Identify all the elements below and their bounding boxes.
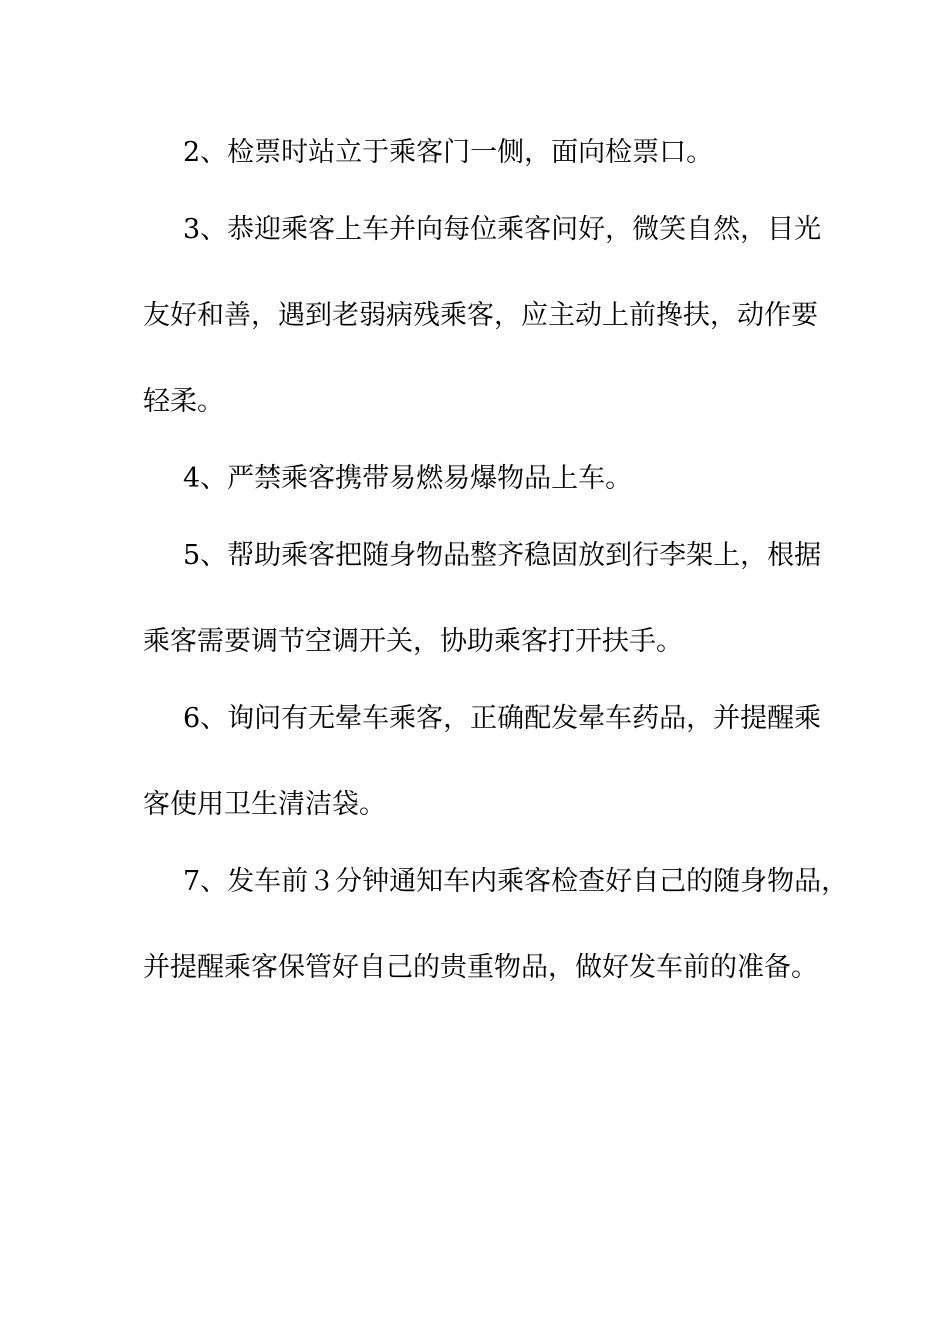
paragraph-line-item-4: 4、严禁乘客携带易燃易爆物品上车。	[183, 463, 633, 494]
paragraph-line-item-6-cont: 客使用卫生清洁袋。	[143, 789, 386, 820]
paragraph-line-item-5-cont: 乘客需要调节空调开关，协助乘客打开扶手。	[143, 626, 683, 657]
paragraph-line-item-5: 5、帮助乘客把随身物品整齐稳固放到行李架上，根据	[183, 540, 822, 571]
paragraph-line-item-6: 6、询问有无晕车乘客，正确配发晕车药品，并提醒乘	[183, 703, 822, 734]
paragraph-line-item-3: 3、恭迎乘客上车并向每位乘客问好，微笑自然，目光	[183, 214, 822, 245]
paragraph-line-item-3-cont: 友好和善，遇到老弱病残乘客，应主动上前搀扶，动作要	[143, 300, 818, 331]
paragraph-line-item-2: 2、检票时站立于乘客门一侧，面向检票口。	[183, 137, 714, 168]
paragraph-line-item-3-end: 轻柔。	[143, 386, 224, 417]
document-body	[143, 127, 849, 994]
paragraph-line-item-7: 7、发车前３分钟通知车内乘客检查好自己的随身物品，	[183, 866, 849, 897]
paragraph-line-item-7-cont: 并提醒乘客保管好自己的贵重物品，做好发车前的准备。	[143, 952, 818, 983]
